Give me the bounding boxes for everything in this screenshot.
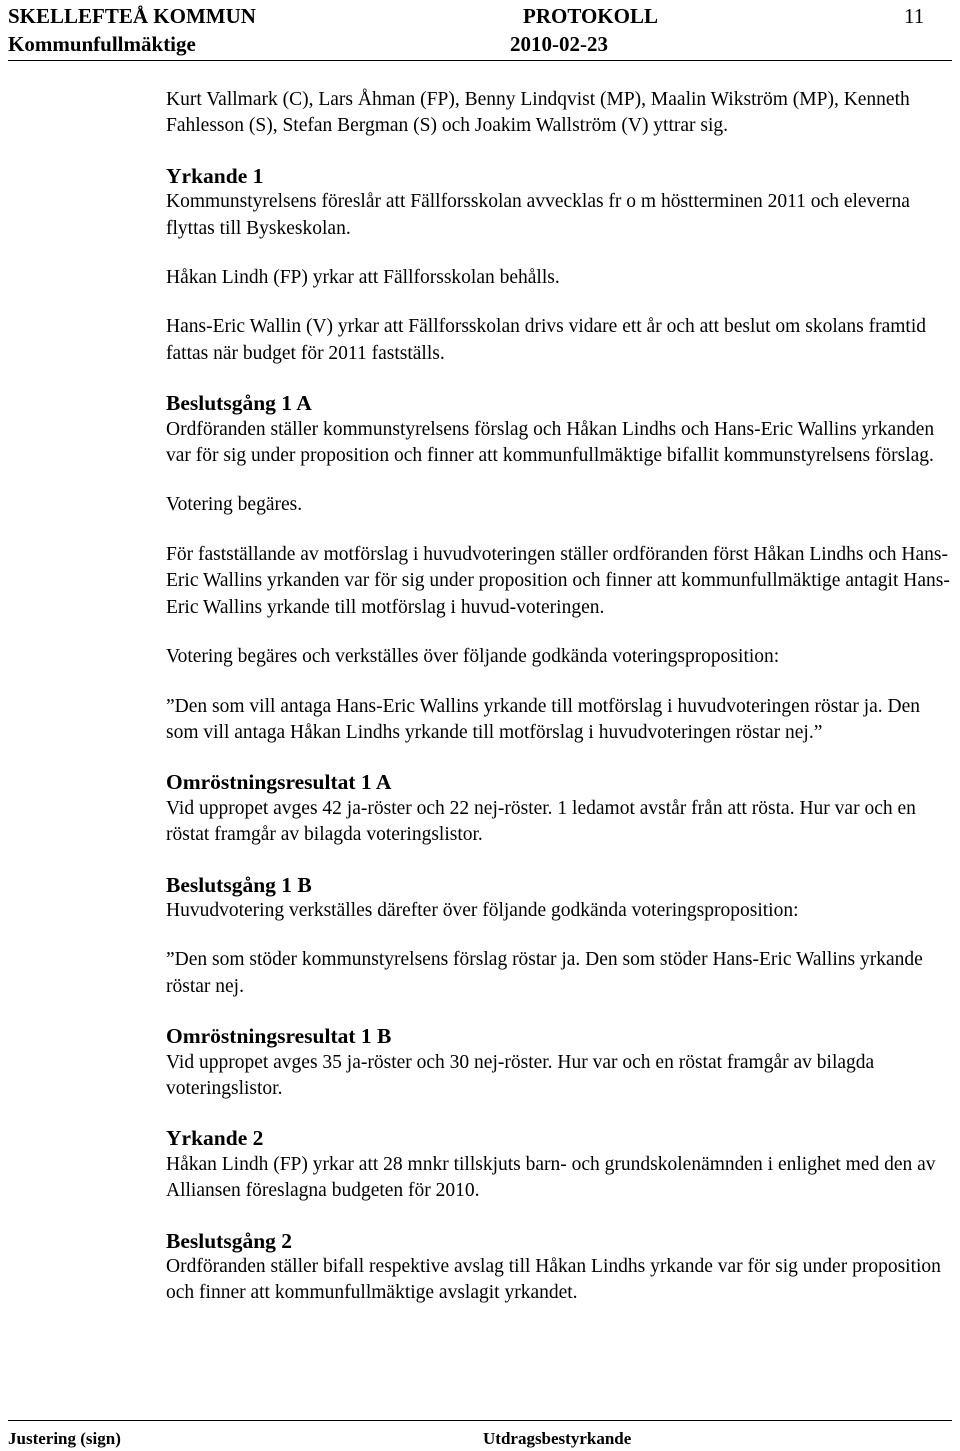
wallin-motion: Hans-Eric Wallin (V) yrkar att Fällforsskolan drivs vidare ett år och att beslut om skolans framtid fattas när budget för 2011 fastställs. [166,316,926,364]
voting-proposition-1a: ”Den som vill antaga Hans-Eric Wallins yrkande till motförslag i huvudvoteringen röstar ja. Den som vill antaga Håkan Lindhs yrkande till motförslag i huvudvoteringen röstar nej.” [166,695,921,743]
meeting-date: 2010-02-23 [510,32,608,56]
yrkande-2-text: Håkan Lindh (FP) yrkar att 28 mnkr tillskjuts barn- och grundskolenämnden i enlighet med den av Alliansen föreslagna budgeten för 2010. [166,1153,936,1202]
body-name: Kommunfullmäktige [8,32,196,56]
lindh-motion: Håkan Lindh (FP) yrkar att Fällforsskolan behålls. [166,267,560,289]
section-heading-yrkande-1: Yrkande 1 [166,163,264,188]
page-number: 11 [904,4,925,28]
section-heading-yrkande-2: Yrkande 2 [166,1126,264,1151]
voting-proposition-1b: ”Den som stöder kommunstyrelsens förslag röstar ja. Den som stöder Hans-Eric Wallins yrkande röstar nej. [166,949,923,997]
votering-begares: Votering begäres. [166,494,303,516]
beslutsgang-1b-text: Huvudvotering verkställes därefter över följande godkända voteringsproposition: [166,899,799,921]
motforslag-paragraph: För fastställande av motförslag i huvudvoteringen ställer ordföranden först Håkan Lindhs och Hans-Eric Wallins yrkanden var för sig under proposition och finner att kommunfullmäktige antagit Hans-Eric Wallins yrkande till motförslag i huvud-voteringen. [166,543,950,618]
justering-label: Justering (sign) [8,1429,121,1448]
verkstalles-paragraph: Votering begäres och verkställes över följande godkända voteringsproposition: [166,646,780,668]
speakers-paragraph: Kurt Vallmark (C), Lars Åhman (FP), Benny Lindqvist (MP), Maalin Wikström (MP), Kenneth Fahlesson (S), Stefan Bergman (S) och Joakim Wallström (V) yttrar sig. [166,89,910,137]
beslutsgang-2-text: Ordföranden ställer bifall respektive avslag till Håkan Lindhs yrkande var för sig under proposition och finner att kommunfullmäktige avslagit yrkandet. [166,1256,941,1304]
yrkande-1-text: Kommunstyrelsens föreslår att Fällforsskolan avvecklas fr o m höstterminen 2011 och eleverna flyttas till Byskeskolan. [166,191,910,239]
header-rule [8,60,952,61]
section-heading-beslutsgang-1a: Beslutsgång 1 A [166,391,312,416]
section-heading-beslutsgang-2: Beslutsgång 2 [166,1228,293,1253]
org-name: SKELLEFTEÅ KOMMUN [8,4,256,28]
section-heading-omrostning-1b: Omröstningsresultat 1 B [166,1024,392,1049]
footer-rule [8,1420,952,1421]
protocol-body [166,87,956,1307]
beslutsgang-1a-text: Ordföranden ställer kommunstyrelsens förslag och Håkan Lindhs och Hans-Eric Wallins yrkanden var för sig under proposition och finner att kommunfullmäktige bifallit kommunstyrelsens förslag. [166,418,935,467]
document-type: PROTOKOLL [523,4,658,28]
utdragsbestyrkande-label: Utdragsbestyrkande [483,1429,632,1448]
section-heading-omrostning-1a: Omröstningsresultat 1 A [166,770,392,795]
result-1a-text: Vid uppropet avges 42 ja-röster och 22 nej-röster. 1 ledamot avstår från att rösta. Hur var och en röstat framgår av bilagda voteringslistor. [166,797,916,846]
result-1b-text: Vid uppropet avges 35 ja-röster och 30 nej-röster. Hur var och en röstat framgår av bilagda voteringslistor. [166,1051,875,1099]
section-heading-beslutsgang-1b: Beslutsgång 1 B [166,872,312,897]
